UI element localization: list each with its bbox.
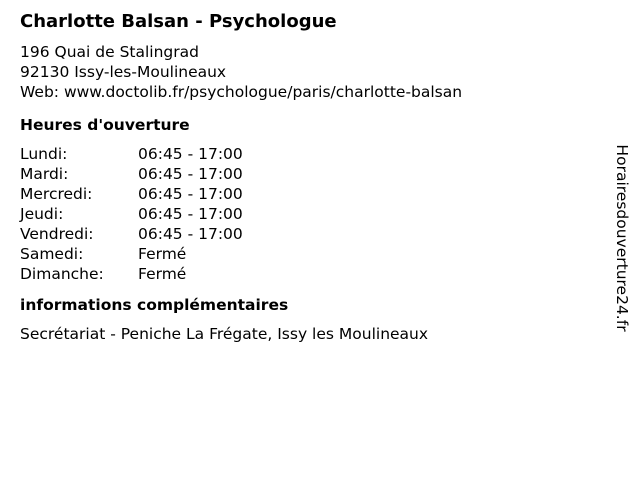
day-label: Samedi: xyxy=(20,245,84,263)
info-heading: informations complémentaires xyxy=(20,296,289,314)
hours-row-tuesday xyxy=(20,164,243,184)
hours-row-sunday xyxy=(20,264,243,284)
hours-row-friday xyxy=(20,224,243,244)
hours-row-saturday xyxy=(20,244,243,264)
day-label: Vendredi: xyxy=(20,225,94,243)
day-hours: 06:45 - 17:00 xyxy=(138,185,243,203)
day-label: Jeudi: xyxy=(20,205,64,223)
day-label: Lundi: xyxy=(20,145,68,163)
day-hours: 06:45 - 17:00 xyxy=(138,225,243,243)
info-text: Secrétariat - Peniche La Frégate, Issy les Moulineaux xyxy=(20,325,429,343)
hours-row-thursday xyxy=(20,204,243,224)
business-title: Charlotte Balsan - Psychologue xyxy=(20,11,337,32)
day-hours: Fermé xyxy=(138,265,187,283)
day-label: Mercredi: xyxy=(20,185,93,203)
day-label: Mardi: xyxy=(20,165,69,183)
day-hours: 06:45 - 17:00 xyxy=(138,165,243,183)
watermark-text: Horairesdouverture24.fr xyxy=(613,144,631,332)
opening-hours-table xyxy=(20,144,243,284)
business-card xyxy=(20,10,600,344)
hours-heading: Heures d'ouverture xyxy=(20,116,190,134)
hours-row-monday xyxy=(20,144,243,164)
day-hours: 06:45 - 17:00 xyxy=(138,205,243,223)
address-city: 92130 Issy-les-Moulineaux xyxy=(20,63,227,81)
day-hours: Fermé xyxy=(138,245,187,263)
day-label: Dimanche: xyxy=(20,265,104,283)
hours-row-wednesday xyxy=(20,184,243,204)
website-line: Web: www.doctolib.fr/psychologue/paris/charlotte-balsan xyxy=(20,83,463,101)
day-hours: 06:45 - 17:00 xyxy=(138,145,243,163)
address-street: 196 Quai de Stalingrad xyxy=(20,43,199,61)
